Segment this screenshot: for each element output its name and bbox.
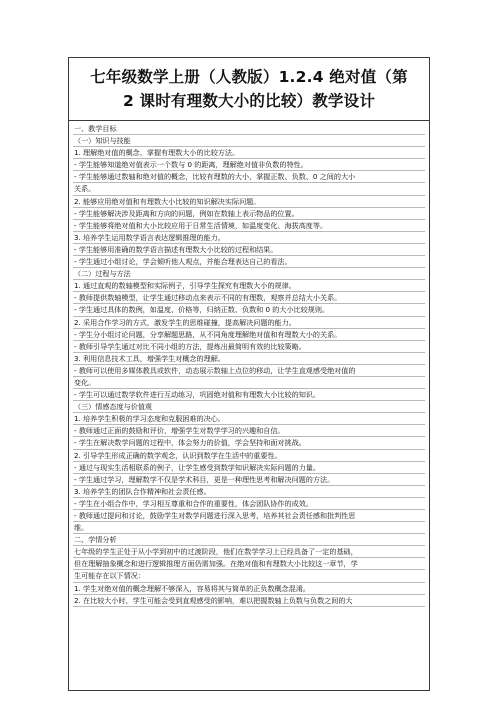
text-line: 1. 通过直观的数轴模型和实际例子，引导学生探究有理数大小的规律。 [73, 280, 425, 292]
text-line: - 学生通过具体的数例，如温度、价格等，归纳正数、负数和 0 的大小比较规则。 [73, 304, 425, 316]
text-line: 3. 利用信息技术工具，增强学生对概念的理解。 [73, 353, 425, 365]
text-line: 1. 培养学生积极的学习态度和克服困难的决心。 [73, 413, 425, 425]
text-line: - 学生能够通过数轴和绝对值的概念，比较有理数的大小，掌握正数、负数、0 之间的大小 [73, 171, 425, 183]
text-line: - 学生通过小组讨论，学会倾听他人观点，并能合理表达自己的看法。 [73, 256, 425, 268]
text-line: 七年级的学生正处于从小学到初中的过渡阶段，他们在数学学习上已经具备了一定的基础， [73, 546, 425, 558]
text-line: - 学生能够解决涉及距离和方向的问题，例如在数轴上表示物品的位置。 [73, 208, 425, 220]
text-line: - 教师引导学生通过对比不同小组的方法，提炼出最简明有效的比较策略。 [73, 341, 425, 353]
text-line: 2. 能够应用绝对值和有理数大小比较的知识解决实际问题。 [73, 196, 425, 208]
title-line-1: 七年级数学上册（人教版）1.2.4 绝对值（第 [90, 68, 408, 86]
text-line: 一、教学目标 [73, 123, 425, 135]
text-line: （三）情感态度与价值观 [73, 401, 425, 413]
text-line: 变化。 [73, 377, 425, 389]
text-line: 2. 采用合作学习的方式，激发学生的思维碰撞，提高解决问题的能力。 [73, 317, 425, 329]
text-line: - 教师通过正面的鼓励和评价，增强学生对数学学习的兴趣和自信。 [73, 425, 425, 437]
document-body [69, 121, 429, 607]
text-line: - 通过与现实生活相联系的例子，让学生感受到数学知识解决实际问题的力量。 [73, 462, 425, 474]
text-line: - 教师可以使用多媒体教具或软件，动态展示数轴上点位的移动，让学生直观感受绝对值的 [73, 365, 425, 377]
text-line: 二、学情分析 [73, 534, 425, 546]
text-line: - 学生能够将绝对值和大小比较应用于日常生活情境，如温度变化、海拔高度等。 [73, 220, 425, 232]
text-line: - 学生在小组合作中，学习相互尊重和合作的重要性，体会团队协作的成效。 [73, 498, 425, 510]
text-line: - 学生在解决数学问题的过程中，体会努力的价值，学会坚持和面对挑战。 [73, 437, 425, 449]
text-line: 2. 引导学生形成正确的数学观念，认识到数学在生活中的重要性。 [73, 450, 425, 462]
text-line: - 学生通过学习，理解数学不仅是学术科目，更是一种理性思考和解决问题的方法。 [73, 474, 425, 486]
document-page [68, 57, 430, 691]
text-line: （一）知识与技能 [73, 135, 425, 147]
text-line: 生可能存在以下情况： [73, 570, 425, 582]
text-line: 3. 培养学生的团队合作精神和社会责任感。 [73, 486, 425, 498]
text-line: - 教师通过提问和讨论，鼓励学生对数学问题进行深入思考，培养其社会责任感和批判性思 [73, 510, 425, 522]
text-line: 2. 在比较大小时，学生可能会受到直观感受的影响，难以把握数轴上负数与负数之间的大 [73, 595, 425, 607]
text-line: 维。 [73, 522, 425, 534]
text-line: - 学生能够用准确的数学语言描述有理数大小比较的过程和结果。 [73, 244, 425, 256]
text-line: 1. 理解绝对值的概念，掌握有理数大小的比较方法。 [73, 147, 425, 159]
document-title [69, 58, 429, 121]
text-line: - 教师提供数轴模型，让学生通过移动点来表示不同的有理数，观察并总结大小关系。 [73, 292, 425, 304]
text-line: - 学生能够知道绝对值表示一个数与 0 的距离，理解绝对值非负数的特性。 [73, 159, 425, 171]
text-line: 关系。 [73, 183, 425, 195]
text-line: （二）过程与方法 [73, 268, 425, 280]
text-line: 但在理解抽象概念和进行逻辑推理方面仍需加强。在绝对值和有理数大小比较这一章节，学 [73, 558, 425, 570]
text-line: - 学生分小组讨论问题，分享解题思路，从不同角度理解绝对值和有理数大小的关系。 [73, 329, 425, 341]
text-line: - 学生可以通过数学软件进行互动练习，巩固绝对值和有理数大小比较的知识。 [73, 389, 425, 401]
title-line-2: 2 课时有理数大小的比较）教学设计 [122, 92, 376, 110]
text-line: 1. 学生对绝对值的概念理解不够深入，容易将其与简单的正负数概念混淆。 [73, 583, 425, 595]
text-line: 3. 培养学生运用数学语言表达逻辑推理的能力。 [73, 232, 425, 244]
